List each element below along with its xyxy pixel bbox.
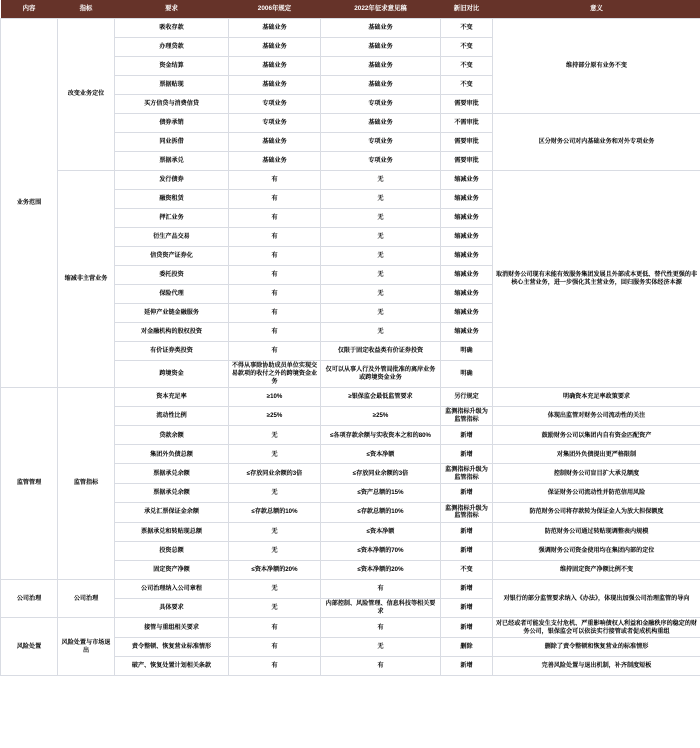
cell-comparison: 不变 xyxy=(441,75,493,94)
group-indicator-cell: 缩减非主营业务 xyxy=(58,170,115,387)
cell-requirement: 具体要求 xyxy=(115,598,229,618)
cell-comparison: 另行规定 xyxy=(441,387,493,406)
cell-new-draft: ≤资本净额的20% xyxy=(321,560,441,579)
cell-requirement: 投资总额 xyxy=(115,541,229,560)
cell-new-draft: 无 xyxy=(321,189,441,208)
cell-comparison: 缩减业务 xyxy=(441,322,493,341)
cell-requirement: 票据承兑和转贴现总额 xyxy=(115,522,229,541)
column-header-content: 内容 xyxy=(1,0,58,18)
cell-significance: 维持固定资产净额比例不变 xyxy=(493,560,700,579)
cell-comparison: 新增 xyxy=(441,541,493,560)
cell-significance: 鼓励财务公司以集团内自有资金匹配资产 xyxy=(493,426,700,445)
cell-old-rule: 专项业务 xyxy=(229,94,321,113)
cell-comparison: 监测指标升级为监管指标 xyxy=(441,503,493,523)
cell-new-draft: 内部控制、风险管理、信息科技等相关要求 xyxy=(321,598,441,618)
cell-comparison: 明确 xyxy=(441,341,493,360)
cell-new-draft: 基础业务 xyxy=(321,75,441,94)
cell-significance: 完善风险处置与退出机制，补齐制度短板 xyxy=(493,656,700,675)
cell-comparison: 缩减业务 xyxy=(441,246,493,265)
table-header xyxy=(1,0,700,18)
column-header-new-draft: 2022年征求意见稿 xyxy=(321,0,441,18)
cell-old-rule: 基础业务 xyxy=(229,18,321,37)
cell-significance: 防范财务公司通过转贴现调整表内规模 xyxy=(493,522,700,541)
cell-new-draft: 无 xyxy=(321,246,441,265)
cell-comparison: 不需审批 xyxy=(441,113,493,132)
cell-old-rule: 有 xyxy=(229,656,321,675)
cell-new-draft: 无 xyxy=(321,170,441,189)
cell-requirement: 买方信贷与消费信贷 xyxy=(115,94,229,113)
cell-old-rule: 有 xyxy=(229,265,321,284)
cell-requirement: 票据承兑余额 xyxy=(115,484,229,503)
cell-requirement: 发行债券 xyxy=(115,170,229,189)
cell-new-draft: 基础业务 xyxy=(321,37,441,56)
cell-old-rule: 有 xyxy=(229,637,321,656)
cell-new-draft: 专项业务 xyxy=(321,94,441,113)
cell-requirement: 同业拆借 xyxy=(115,132,229,151)
cell-old-rule: 基础业务 xyxy=(229,37,321,56)
cell-requirement: 接管与重组相关要求 xyxy=(115,618,229,638)
cell-comparison: 缩减业务 xyxy=(441,208,493,227)
group-content-cell: 业务范围 xyxy=(1,18,58,387)
cell-significance: 防范财务公司将存款转为保证金人为放大担保额度 xyxy=(493,503,700,523)
cell-new-draft: ≤存放同业余额的3倍 xyxy=(321,464,441,484)
cell-comparison: 新增 xyxy=(441,598,493,618)
table-row xyxy=(1,170,700,189)
cell-comparison: 不变 xyxy=(441,37,493,56)
cell-new-draft: 基础业务 xyxy=(321,113,441,132)
cell-old-rule: 有 xyxy=(229,189,321,208)
cell-requirement: 破产、恢复处置计划相关条款 xyxy=(115,656,229,675)
cell-significance: 体现出监管对财务公司流动性的关注 xyxy=(493,406,700,426)
cell-new-draft: 无 xyxy=(321,265,441,284)
header-row xyxy=(1,0,700,18)
cell-old-rule: 基础业务 xyxy=(229,151,321,170)
column-header-requirement: 要求 xyxy=(115,0,229,18)
table-row xyxy=(1,618,700,638)
cell-significance: 对已经或者可能发生支付危机、严重影响债权人利益和金融秩序的稳定的财务公司，银保监会可以依法实行接管或者促成机构重组 xyxy=(493,618,700,638)
cell-new-draft: 专项业务 xyxy=(321,132,441,151)
cell-new-draft: 无 xyxy=(321,284,441,303)
cell-comparison: 新增 xyxy=(441,579,493,598)
table-row xyxy=(1,387,700,406)
cell-requirement: 集团外负债总额 xyxy=(115,445,229,464)
cell-comparison: 新增 xyxy=(441,522,493,541)
cell-old-rule: 无 xyxy=(229,445,321,464)
cell-comparison: 缩减业务 xyxy=(441,189,493,208)
cell-requirement: 责令整顿、恢复营业标准情形 xyxy=(115,637,229,656)
cell-new-draft: 有 xyxy=(321,656,441,675)
cell-old-rule: 基础业务 xyxy=(229,132,321,151)
group-content-cell: 风险处置 xyxy=(1,618,58,676)
cell-old-rule: 无 xyxy=(229,522,321,541)
table-body xyxy=(1,18,700,675)
cell-requirement: 衍生产品交易 xyxy=(115,227,229,246)
cell-requirement: 流动性比例 xyxy=(115,406,229,426)
cell-requirement: 跨境资金 xyxy=(115,360,229,387)
cell-requirement: 票据贴现 xyxy=(115,75,229,94)
cell-comparison: 新增 xyxy=(441,484,493,503)
cell-old-rule: 有 xyxy=(229,170,321,189)
cell-old-rule: 有 xyxy=(229,341,321,360)
cell-comparison: 不变 xyxy=(441,56,493,75)
cell-requirement: 票据承兑余额 xyxy=(115,464,229,484)
column-header-comparison: 新旧对比 xyxy=(441,0,493,18)
cell-new-draft: 有 xyxy=(321,618,441,638)
cell-requirement: 贷款余额 xyxy=(115,426,229,445)
cell-new-draft: ≤各项存款余额与实收资本之和的80% xyxy=(321,426,441,445)
cell-comparison: 新增 xyxy=(441,445,493,464)
column-header-old-rule: 2006年规定 xyxy=(229,0,321,18)
cell-new-draft: 基础业务 xyxy=(321,56,441,75)
cell-comparison: 不变 xyxy=(441,560,493,579)
cell-comparison: 缩减业务 xyxy=(441,303,493,322)
cell-significance: 对银行的部分监管要求纳入《办法》，体现出加强公司治理监管的导向 xyxy=(493,579,700,618)
cell-new-draft: 无 xyxy=(321,303,441,322)
group-indicator-cell: 风险处置与市场退出 xyxy=(58,618,115,676)
cell-old-rule: 不得从事除协助成员单位实现交易款项的收付之外的跨境资金业务 xyxy=(229,360,321,387)
cell-requirement: 有价证券类投资 xyxy=(115,341,229,360)
cell-old-rule: 无 xyxy=(229,541,321,560)
cell-new-draft: 无 xyxy=(321,637,441,656)
cell-comparison: 缩减业务 xyxy=(441,170,493,189)
cell-significance: 删除了责令整顿和恢复营业的标准情形 xyxy=(493,637,700,656)
cell-comparison: 明确 xyxy=(441,360,493,387)
cell-comparison: 监测指标升级为监管指标 xyxy=(441,464,493,484)
cell-requirement: 保险代理 xyxy=(115,284,229,303)
cell-new-draft: ≤资产总额的15% xyxy=(321,484,441,503)
cell-significance: 明确资本充足率政策要求 xyxy=(493,387,700,406)
cell-comparison: 缩减业务 xyxy=(441,265,493,284)
cell-requirement: 资本充足率 xyxy=(115,387,229,406)
cell-new-draft: 专项业务 xyxy=(321,151,441,170)
cell-old-rule: 有 xyxy=(229,618,321,638)
cell-requirement: 资金结算 xyxy=(115,56,229,75)
cell-old-rule: ≤资本净额的20% xyxy=(229,560,321,579)
cell-comparison: 缩减业务 xyxy=(441,227,493,246)
cell-new-draft: ≤资本净额的70% xyxy=(321,541,441,560)
cell-comparison: 新增 xyxy=(441,426,493,445)
cell-significance: 对集团外负债提出更严格限制 xyxy=(493,445,700,464)
table-row xyxy=(1,579,700,598)
cell-comparison: 新增 xyxy=(441,656,493,675)
cell-old-rule: 专项业务 xyxy=(229,113,321,132)
cell-new-draft: ≥银保监会最低监管要求 xyxy=(321,387,441,406)
cell-requirement: 押汇业务 xyxy=(115,208,229,227)
cell-requirement: 对金融机构的股权投资 xyxy=(115,322,229,341)
cell-old-rule: ≥25% xyxy=(229,406,321,426)
cell-new-draft: ≤资本净额 xyxy=(321,522,441,541)
cell-new-draft: 基础业务 xyxy=(321,18,441,37)
cell-new-draft: 仅可以从事人行及外管局批准的离岸业务或跨境资金业务 xyxy=(321,360,441,387)
cell-new-draft: 无 xyxy=(321,208,441,227)
cell-significance: 维持部分原有业务不变 xyxy=(493,18,700,113)
cell-comparison: 需要审批 xyxy=(441,94,493,113)
column-header-indicator: 指标 xyxy=(58,0,115,18)
group-content-cell: 监管管理 xyxy=(1,387,58,579)
cell-new-draft: 有 xyxy=(321,579,441,598)
cell-new-draft: ≤资本净额 xyxy=(321,445,441,464)
cell-requirement: 信贷资产证券化 xyxy=(115,246,229,265)
cell-old-rule: 基础业务 xyxy=(229,75,321,94)
cell-significance: 保证财务公司流动性并防范信用风险 xyxy=(493,484,700,503)
cell-requirement: 票据承兑 xyxy=(115,151,229,170)
cell-old-rule: 有 xyxy=(229,284,321,303)
cell-significance: 控制财务公司盲目扩大承兑额度 xyxy=(493,464,700,484)
cell-old-rule: 基础业务 xyxy=(229,56,321,75)
cell-comparison: 缩减业务 xyxy=(441,284,493,303)
group-content-cell: 公司治理 xyxy=(1,579,58,618)
cell-new-draft: ≥25% xyxy=(321,406,441,426)
cell-old-rule: ≥10% xyxy=(229,387,321,406)
cell-new-draft: 无 xyxy=(321,322,441,341)
cell-comparison: 需要审批 xyxy=(441,151,493,170)
cell-requirement: 承兑汇票保证金余额 xyxy=(115,503,229,523)
cell-requirement: 委托投资 xyxy=(115,265,229,284)
cell-significance: 取消财务公司现有未能有效服务集团发展且外部成本更低、替代性更强的非核心主营业务，进一步强化其主营业务，回归服务实体经济本源 xyxy=(493,170,700,387)
cell-significance: 区分财务公司对内基础业务和对外专项业务 xyxy=(493,113,700,170)
group-indicator-cell: 监管指标 xyxy=(58,387,115,579)
cell-new-draft: 无 xyxy=(321,227,441,246)
cell-old-rule: 有 xyxy=(229,208,321,227)
cell-requirement: 融资租赁 xyxy=(115,189,229,208)
cell-old-rule: ≤存放同业余额的3倍 xyxy=(229,464,321,484)
cell-comparison: 删除 xyxy=(441,637,493,656)
cell-old-rule: 有 xyxy=(229,322,321,341)
cell-old-rule: 有 xyxy=(229,303,321,322)
group-indicator-cell: 改变业务定位 xyxy=(58,18,115,170)
cell-requirement: 办理贷款 xyxy=(115,37,229,56)
cell-requirement: 固定资产净额 xyxy=(115,560,229,579)
cell-comparison: 不变 xyxy=(441,18,493,37)
cell-requirement: 吸收存款 xyxy=(115,18,229,37)
cell-old-rule: 有 xyxy=(229,227,321,246)
cell-significance: 强调财务公司资金使用均在集团内部的定位 xyxy=(493,541,700,560)
cell-old-rule: 有 xyxy=(229,246,321,265)
table-row xyxy=(1,18,700,37)
cell-requirement: 公司治理纳入公司章程 xyxy=(115,579,229,598)
cell-new-draft: ≤存款总额的10% xyxy=(321,503,441,523)
cell-old-rule: ≤存款总额的10% xyxy=(229,503,321,523)
cell-requirement: 延伸产业链金融服务 xyxy=(115,303,229,322)
cell-new-draft: 仅限于固定收益类有价证券投资 xyxy=(321,341,441,360)
cell-old-rule: 无 xyxy=(229,579,321,598)
cell-requirement: 债券承销 xyxy=(115,113,229,132)
column-header-significance: 意义 xyxy=(493,0,700,18)
cell-old-rule: 无 xyxy=(229,484,321,503)
cell-old-rule: 无 xyxy=(229,598,321,618)
cell-comparison: 新增 xyxy=(441,618,493,638)
group-indicator-cell: 公司治理 xyxy=(58,579,115,618)
cell-comparison: 监测指标升级为监管指标 xyxy=(441,406,493,426)
cell-old-rule: 无 xyxy=(229,426,321,445)
cell-comparison: 需要审批 xyxy=(441,132,493,151)
